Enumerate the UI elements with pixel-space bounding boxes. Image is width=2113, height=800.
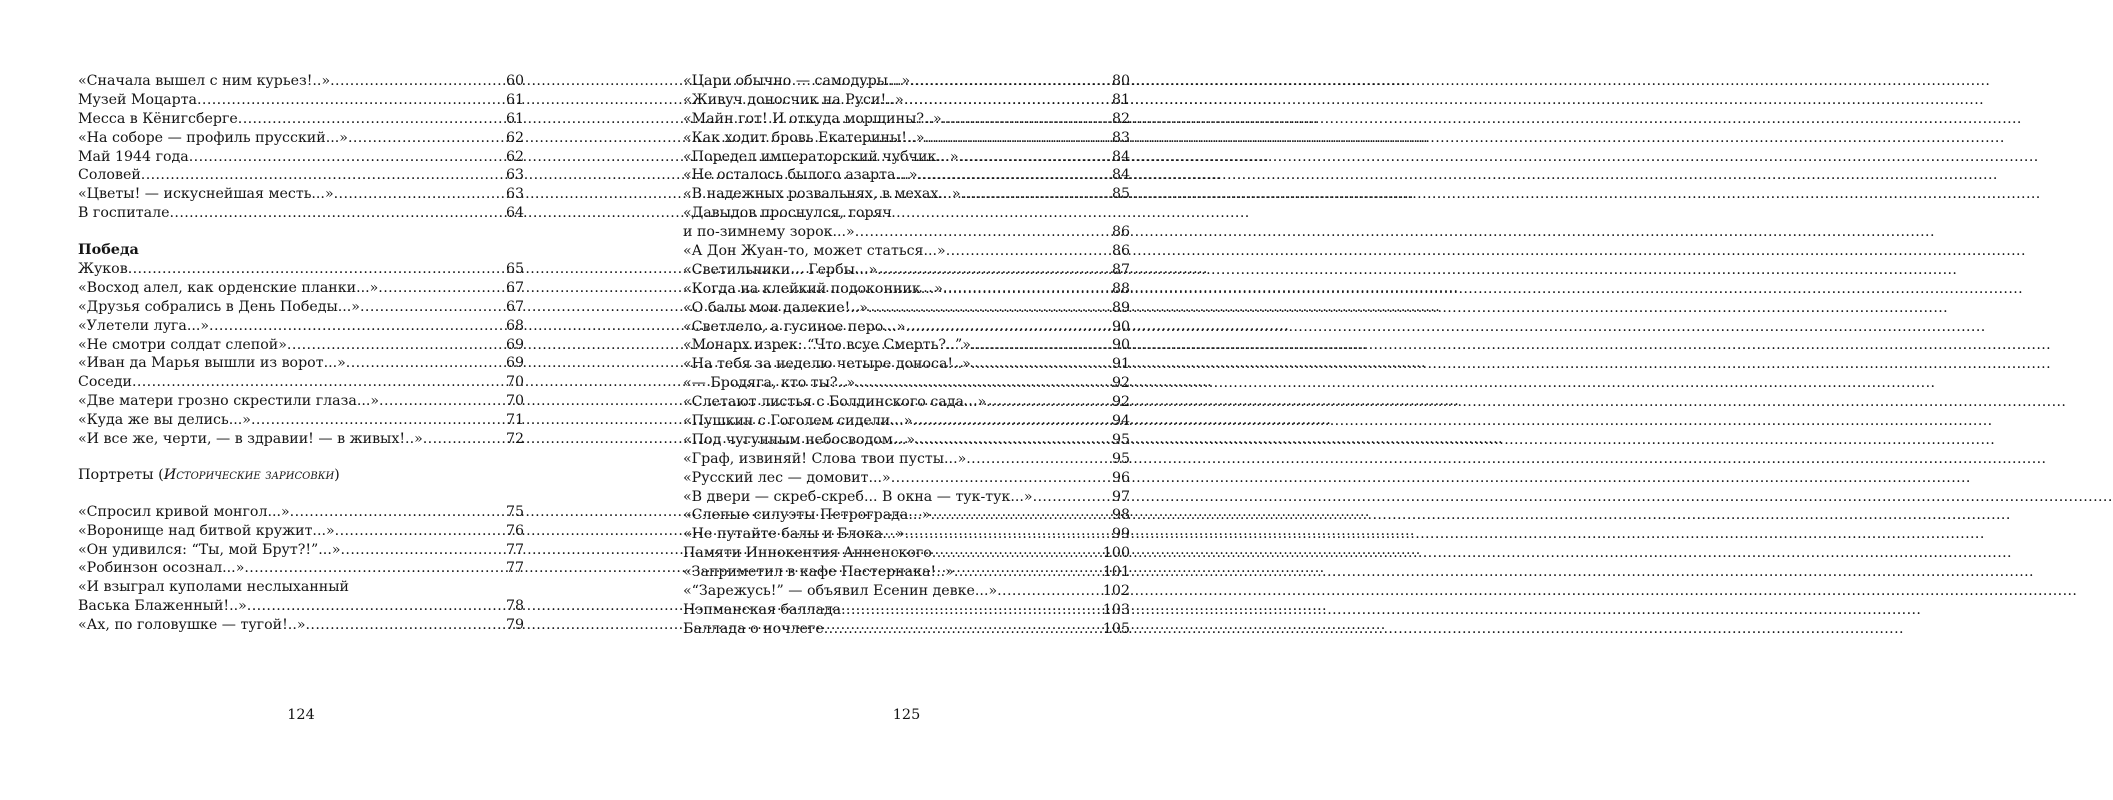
leader-dots <box>971 355 1111 374</box>
leader-dots <box>966 450 1111 469</box>
entry-page-number: 68 <box>505 317 524 334</box>
leader-dots <box>855 374 1111 393</box>
toc-group-left-b <box>78 260 524 449</box>
toc-right <box>683 72 1130 639</box>
toc-entry <box>683 563 1130 582</box>
entry-title: «Он удивился: “Ты, мой Брут?!”...» <box>78 541 341 558</box>
leader-dots <box>287 336 505 355</box>
entry-title: «— Бродяга, кто ты?..» <box>683 375 856 392</box>
toc-left <box>78 72 524 635</box>
entry-page-number: 69 <box>505 355 524 372</box>
entry-title: «Робинзон осознал...» <box>78 560 245 577</box>
toc-entry <box>78 503 524 522</box>
leader-dots <box>971 336 1111 355</box>
page-number-left: 124 <box>287 707 315 723</box>
leader-dots <box>341 541 505 560</box>
leader-dots <box>330 72 505 91</box>
leader-dots <box>942 110 1111 129</box>
entry-title: «Светлело, а гусиное перо...» <box>683 318 906 335</box>
entry-title: «На тебя за неделю четыре доноса!..» <box>683 356 971 373</box>
leader-dots <box>378 279 505 298</box>
leader-dots <box>306 616 505 635</box>
toc-entry-multiline-line1 <box>683 204 1130 223</box>
entry-title: «На соборе — профиль прусский...» <box>78 129 348 146</box>
toc-entry <box>683 506 1130 525</box>
entry-title: «Поредел императорский чубчик...» <box>683 148 959 165</box>
section-title-pobeda: Победа <box>78 241 139 259</box>
toc-entry <box>78 541 524 560</box>
toc-entry <box>683 299 1130 318</box>
leader-dots <box>244 559 505 578</box>
entry-title: «Живуч доносчик на Руси!..» <box>683 91 904 108</box>
entry-title: «Пушкин с Гоголем сидели...» <box>683 413 913 430</box>
leader-dots <box>961 185 1111 204</box>
toc-entry <box>683 412 1130 431</box>
entry-page-number: 81 <box>1111 91 1130 108</box>
entry-title: «Спросил кривой монгол...» <box>78 503 290 520</box>
entry-page-number: 90 <box>1111 337 1130 354</box>
leader-dots <box>334 185 505 204</box>
entry-page-number: 102 <box>1102 583 1130 600</box>
toc-entry <box>78 260 524 279</box>
entry-page-number: 70 <box>505 393 524 410</box>
entry-title: Май 1944 года <box>78 148 189 165</box>
entry-page-number: 70 <box>505 374 524 391</box>
toc-entry <box>683 393 1130 412</box>
leader-dots <box>348 129 505 148</box>
leader-dots <box>918 166 1111 185</box>
toc-entry <box>683 355 1130 374</box>
toc-entry <box>683 318 1130 337</box>
entry-title: «Восход алел, как орденские планки...» <box>78 279 379 296</box>
leader-dots <box>335 522 505 541</box>
entry-title: «“Зарежусь!” — объявил Есенин девке...» <box>683 583 998 600</box>
entry-page-number: 76 <box>505 522 524 539</box>
section-title-portraits-sub: Исторические зарисовки <box>163 466 335 483</box>
toc-entry <box>683 223 1130 242</box>
entry-page-number: 75 <box>505 503 524 520</box>
entry-page-number: 67 <box>505 279 524 296</box>
toc-entry <box>78 72 524 91</box>
entry-title: «Иван да Марья вышли из ворот...» <box>78 355 346 372</box>
entry-title: «О балы мои далекие!..» <box>683 299 868 316</box>
toc-entry <box>78 392 524 411</box>
entry-title: «Улетели луга...» <box>78 317 210 334</box>
entry-page-number: 77 <box>505 560 524 577</box>
entry-page-number: 99 <box>1111 526 1130 543</box>
toc-entry <box>683 488 1130 507</box>
toc-entry <box>683 544 1130 563</box>
toc-entry <box>683 374 1130 393</box>
entry-page-number: 86 <box>1111 224 1130 241</box>
toc-entry <box>683 129 1130 148</box>
entry-title: «Слетают листья с Болдинского сада...» <box>683 394 987 411</box>
entry-title: «В двери — скреб-скреб... В окна — тук-тук...» <box>683 488 1033 505</box>
entry-page-number: 80 <box>1111 73 1130 89</box>
entry-page-number: 92 <box>1111 375 1130 392</box>
entry-page-number: 105 <box>1102 620 1130 637</box>
entry-page-number: 60 <box>505 73 524 89</box>
toc-entry-multiline-line1 <box>78 578 524 597</box>
entry-title: «Сначала вышел с ним курьез!..» <box>78 73 331 89</box>
leader-dots <box>904 91 1111 110</box>
toc-entry <box>683 166 1130 185</box>
entry-title: «Слепые силуэты Петрограда...» <box>683 507 931 524</box>
toc-entry <box>683 185 1130 204</box>
toc-entry <box>78 411 524 430</box>
entry-title: «Не осталось былого азарта...» <box>683 167 918 184</box>
entry-page-number: 92 <box>1111 394 1130 411</box>
entry-page-number: 72 <box>505 431 524 448</box>
entry-page-number: 85 <box>1111 186 1130 203</box>
entry-page-number: 88 <box>1111 280 1130 297</box>
entry-title: «Майн гот! И откуда морщины?..» <box>683 110 942 127</box>
toc-entry <box>78 616 524 635</box>
entry-page-number: 82 <box>1111 110 1130 127</box>
toc-entry <box>683 450 1130 469</box>
leader-dots <box>141 166 505 185</box>
leader-dots <box>855 223 1111 242</box>
entry-title: «И все же, черти, — в здравии! — в живых!..» <box>78 431 423 448</box>
leader-dots <box>423 430 505 449</box>
leader-dots <box>824 620 1102 639</box>
entry-page-number: 95 <box>1111 431 1130 448</box>
entry-page-number: 78 <box>505 598 524 615</box>
leader-dots <box>931 506 1111 525</box>
toc-group-left-d <box>78 616 524 635</box>
entry-page-number: 103 <box>1102 601 1130 618</box>
leader-dots <box>912 412 1111 431</box>
entry-page-number: 84 <box>1111 167 1130 184</box>
leader-dots <box>891 469 1111 488</box>
leader-dots <box>290 503 505 522</box>
toc-entry <box>78 522 524 541</box>
leader-dots <box>906 318 1111 337</box>
toc-entry <box>683 242 1130 261</box>
toc-entry <box>683 582 1130 601</box>
toc-entry <box>683 72 1130 91</box>
entry-title: Жуков <box>78 261 128 278</box>
leader-dots <box>986 393 1111 412</box>
toc-entry <box>683 601 1130 620</box>
entry-title: «Куда же вы делись...» <box>78 412 251 429</box>
toc-entry <box>78 148 524 167</box>
leader-dots <box>189 148 505 167</box>
toc-entry <box>78 298 524 317</box>
leader-dots <box>346 354 505 373</box>
entry-page-number: 61 <box>505 91 524 108</box>
entry-page-number: 67 <box>505 298 524 315</box>
entry-page-number: 95 <box>1111 450 1130 467</box>
right-page <box>683 0 1130 800</box>
entry-page-number: 69 <box>505 336 524 353</box>
entry-title: «Воронище над битвой кружит...» <box>78 522 335 539</box>
entry-title: Нэпманская баллада <box>683 601 842 618</box>
entry-page-number: 79 <box>505 617 524 634</box>
leader-dots <box>915 431 1111 450</box>
leader-dots <box>943 280 1111 299</box>
entry-title: «Давыдов проснулся, горяч <box>683 205 892 222</box>
toc-entry <box>683 280 1130 299</box>
entry-title: «Ах, по головушке — тугой!..» <box>78 617 306 634</box>
entry-page-number: 89 <box>1111 299 1130 316</box>
leader-dots <box>132 373 505 392</box>
entry-page-number: 64 <box>505 205 524 222</box>
entry-page-number: 77 <box>505 541 524 558</box>
entry-page-number: 101 <box>1102 564 1130 581</box>
leader-dots <box>247 597 505 616</box>
entry-title: Памяти Иннокентия Анненского <box>683 545 932 562</box>
entry-page-number: 62 <box>505 129 524 146</box>
toc-entry <box>78 279 524 298</box>
entry-title: Соловей <box>78 167 141 184</box>
section-title-portraits-main: Портреты ( <box>78 466 164 483</box>
toc-entry <box>78 129 524 148</box>
leader-dots <box>1033 488 1111 507</box>
entry-title: и по-зимнему зорок...» <box>683 224 855 241</box>
entry-title: В госпитале <box>78 205 170 222</box>
leader-dots <box>238 110 505 129</box>
leader-dots <box>954 563 1102 582</box>
toc-entry <box>78 373 524 392</box>
leader-dots <box>379 392 505 411</box>
entry-title: «В надежных розвальнях, в мехах...» <box>683 186 961 203</box>
entry-page-number: 97 <box>1111 488 1130 505</box>
leader-dots <box>910 72 1111 91</box>
leader-dots <box>128 260 505 279</box>
page-number-right: 125 <box>892 707 921 723</box>
left-page <box>78 0 524 800</box>
entry-page-number: 83 <box>1111 129 1130 146</box>
entry-title: Баллада о ночлеге <box>683 620 824 637</box>
entry-page-number: 71 <box>505 412 524 429</box>
leader-dots <box>877 261 1111 280</box>
toc-entry <box>78 110 524 129</box>
toc-entry <box>78 336 524 355</box>
toc-entry <box>78 91 524 110</box>
entry-page-number: 100 <box>1102 545 1130 562</box>
entry-page-number: 94 <box>1111 413 1130 430</box>
toc-entry <box>78 166 524 185</box>
entry-title: Соседи <box>78 374 132 391</box>
section-title-portraits-close: ) <box>334 466 340 483</box>
toc-entry <box>683 431 1130 450</box>
toc-entry <box>683 525 1130 544</box>
entry-title: Музей Моцарта <box>78 91 198 108</box>
leader-dots <box>997 582 1102 601</box>
toc-group-right-a <box>683 72 1130 204</box>
entry-title: «Светильники... Гербы...» <box>683 261 878 278</box>
section-title-portraits <box>78 466 524 485</box>
entry-page-number: 63 <box>505 167 524 184</box>
entry-title: «Две матери грозно скрестили глаза...» <box>78 393 380 410</box>
toc-entry <box>78 204 524 223</box>
entry-page-number: 63 <box>505 186 524 203</box>
entry-title: «Друзья собрались в День Победы...» <box>78 298 360 315</box>
entry-title: Месса в Кёнигсберге <box>78 110 238 127</box>
toc-entry <box>683 469 1130 488</box>
entry-page-number: 87 <box>1111 261 1130 278</box>
leader-dots <box>868 299 1111 318</box>
leader-dots <box>932 544 1102 563</box>
leader-dots <box>209 317 505 336</box>
leader-dots <box>905 525 1111 544</box>
entry-page-number: 84 <box>1111 148 1130 165</box>
leader-dots <box>251 411 505 430</box>
entry-page-number: 91 <box>1111 356 1130 373</box>
leader-dots <box>959 148 1111 167</box>
leader-dots <box>946 242 1111 261</box>
entry-page-number: 61 <box>505 110 524 127</box>
entry-title: «Граф, извиняй! Слова твои пусты...» <box>683 450 967 467</box>
leader-dots <box>360 298 505 317</box>
entry-title: «Заприметил в кафе Пастернака!..» <box>683 564 954 581</box>
entry-title: «Под чугунным небосводом...» <box>683 431 916 448</box>
entry-title: «Не путайте балы и Блока...» <box>683 526 905 543</box>
toc-entry <box>78 185 524 204</box>
toc-entry <box>78 597 524 616</box>
entry-title: «А Дон Жуан-то, может статься...» <box>683 243 946 260</box>
entry-page-number: 96 <box>1111 469 1130 486</box>
entry-title: «Когда на клейкий подоконник...» <box>683 280 943 297</box>
entry-title: Васька Блаженный!..» <box>78 598 247 615</box>
toc-entry <box>683 91 1130 110</box>
entry-page-number: 86 <box>1111 243 1130 260</box>
toc-group-right-b <box>683 242 1130 639</box>
leader-dots <box>170 204 505 223</box>
toc-entry <box>683 148 1130 167</box>
toc-entry <box>683 620 1130 639</box>
toc-group-left-c <box>78 503 524 579</box>
entry-page-number: 90 <box>1111 318 1130 335</box>
entry-title: «Русский лес — домовит...» <box>683 469 891 486</box>
entry-page-number: 98 <box>1111 507 1130 524</box>
entry-title: «И взыграл куполами неслыханный <box>78 579 349 596</box>
toc-group-left-a <box>78 72 524 223</box>
entry-page-number: 62 <box>505 148 524 165</box>
entry-page-number: 65 <box>505 261 524 278</box>
toc-entry <box>78 317 524 336</box>
toc-entry <box>683 261 1130 280</box>
toc-entry <box>78 354 524 373</box>
toc-entry <box>78 559 524 578</box>
entry-title: «Цари обычно — самодуры...» <box>683 73 911 89</box>
entry-title: «Монарх изрек: “Что всуе Смерть?..”» <box>683 337 971 354</box>
leader-dots <box>197 91 505 110</box>
leader-dots <box>841 601 1102 620</box>
toc-entry <box>683 336 1130 355</box>
entry-title: «Цветы! — искуснейшая месть...» <box>78 186 334 203</box>
toc-entry <box>683 110 1130 129</box>
toc-entry <box>78 430 524 449</box>
entry-title: «Как ходит бровь Екатерины!..» <box>683 129 925 146</box>
leader-dots <box>925 129 1111 148</box>
entry-title: «Не смотри солдат слепой» <box>78 336 287 353</box>
